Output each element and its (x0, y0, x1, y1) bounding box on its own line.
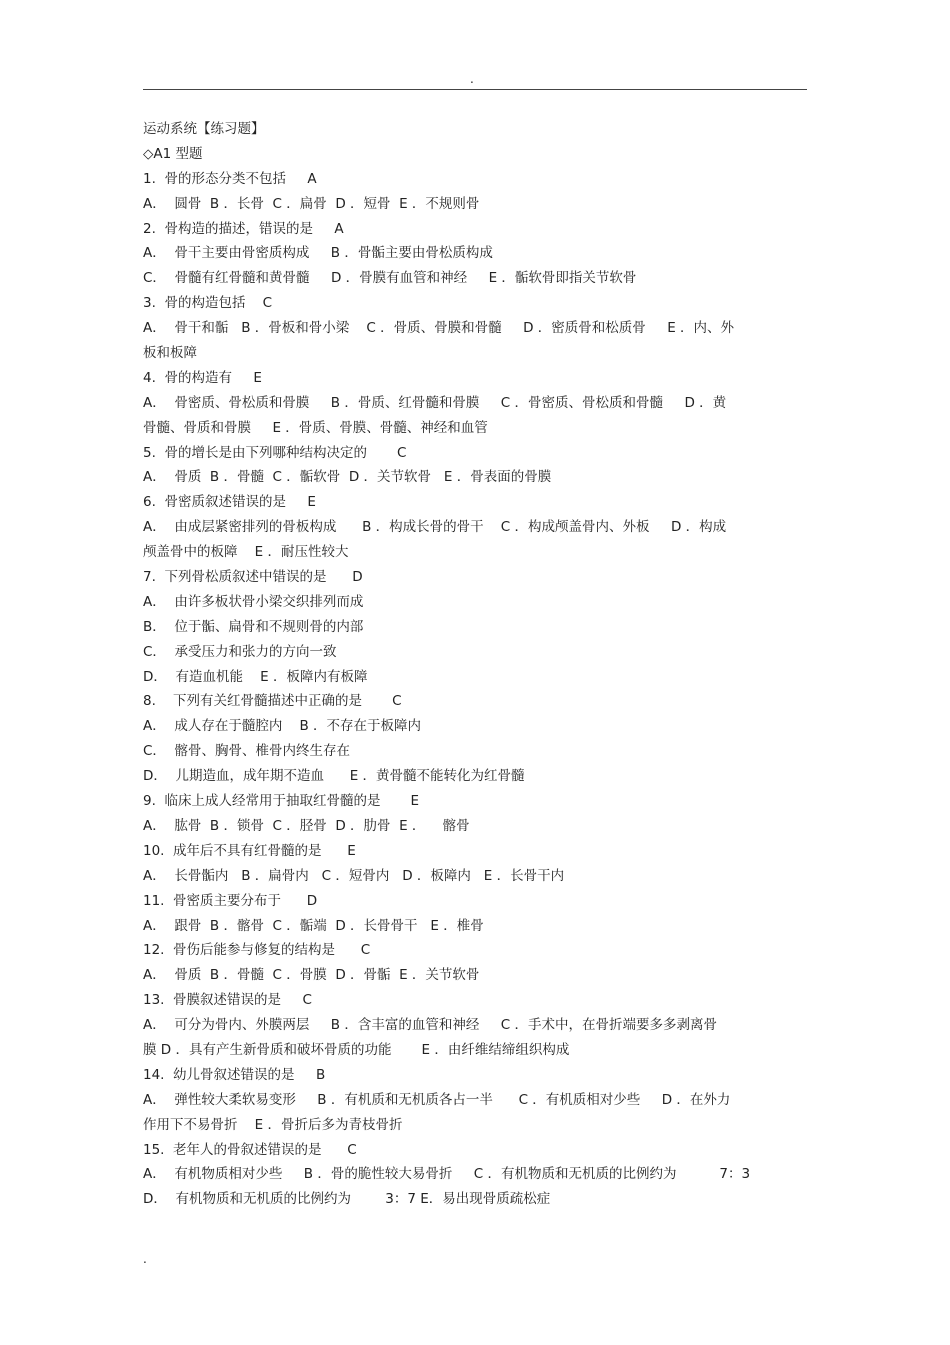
options-line: A． 弹性较大柔软易变形 B ．有机质和无机质各占一半 C ．有机质相对少些 D ．在外力 (143, 1091, 731, 1108)
options-line: B． 位于骺、扁骨和不规则骨的内部 (143, 618, 364, 635)
options-line: C． 髂骨、胸骨、椎骨内终生存在 (143, 743, 351, 760)
question-line: 3. 骨的构造包括 C (143, 295, 273, 312)
question-line: 6. 骨密质叙述错误的是 E (143, 494, 316, 511)
header-rule (143, 89, 807, 90)
header-mark: . (470, 72, 474, 86)
options-line: A． 骨干和骺 B ．骨板和骨小梁 C ．骨质、骨膜和骨髓 D ．密质骨和松质骨 E ．内、外 (143, 320, 735, 337)
question-line: 12. 骨伤后能参与修复的结构是 C (143, 942, 371, 959)
options-line: 作用下不易骨折 E ．骨折后多为青枝骨折 (143, 1116, 403, 1133)
document-body (143, 117, 813, 1212)
question-line: 1. 骨的形态分类不包括 A (143, 170, 317, 187)
question-line: 15. 老年人的骨叙述错误的是 C (143, 1141, 357, 1158)
question-line: 13. 骨膜叙述错误的是 C (143, 992, 312, 1009)
question-line: 2. 骨构造的描述，错误的是 A (143, 220, 344, 237)
footer-mark: . (143, 1252, 147, 1266)
question-line: 7. 下列骨松质叙述中错误的是 D (143, 569, 363, 586)
options-line: A． 骨质 B ．骨髓 C ．骺软骨 D ．关节软骨 E ．骨表面的骨膜 (143, 469, 552, 486)
question-line: 8. 下列有关红骨髓描述中正确的是 C (143, 693, 402, 710)
section-title: 运动系统【练习题】 (143, 121, 265, 137)
options-line: A． 由许多板状骨小梁交织排列而成 (143, 593, 364, 610)
options-line: 骨髓、骨质和骨膜 E ．骨质、骨膜、骨髓、神经和血管 (143, 419, 488, 436)
subsection-title: ◇A1 型题 (143, 145, 203, 162)
options-line: A． 长骨骺内 B ．扁骨内 C ．短骨内 D ．板障内 E ．长骨干内 (143, 867, 565, 884)
options-line: D． 有造血机能 E ．板障内有板障 (143, 668, 368, 685)
options-line: A． 成人存在于髓腔内 B ．不存在于板障内 (143, 718, 422, 735)
question-line: 4. 骨的构造有 E (143, 369, 262, 386)
options-line: 膜 D ．具有产生新骨质和破坏骨质的功能 E ．由纤维结缔组织构成 (143, 1041, 570, 1058)
question-line: 11. 骨密质主要分布于 D (143, 892, 318, 909)
options-line: D． 儿期造血，成年期不造血 E ．黄骨髓不能转化为红骨髓 (143, 768, 525, 785)
question-line: 10. 成年后不具有红骨髓的是 E (143, 842, 356, 859)
options-line: A． 有机物质相对少些 B ．骨的脆性较大易骨折 C ．有机物质和无机质的比例约为 7：3 (143, 1166, 751, 1183)
options-line: A． 可分为骨内、外膜两层 B ．含丰富的血管和神经 C ．手术中，在骨折端要多多剥离骨 (143, 1017, 717, 1034)
options-line: C． 骨髓有红骨髓和黄骨髓 D ．骨膜有血管和神经 E ．骺软骨即指关节软骨 (143, 270, 637, 287)
question-line: 9. 临床上成人经常用于抽取红骨髓的是 E (143, 793, 420, 810)
options-line: A． 由成层紧密排列的骨板构成 B ．构成长骨的骨干 C ．构成颅盖骨内、外板 D ．构成 (143, 519, 727, 536)
options-line: D． 有机物质和无机质的比例约为 3：7 E．易出现骨质疏松症 (143, 1191, 551, 1208)
options-line: C． 承受压力和张力的方向一致 (143, 643, 337, 660)
options-line: A． 骨质 B ．骨髓 C ．骨膜 D ．骨骺 E ．关节软骨 (143, 967, 480, 984)
options-line: A． 圆骨 B ．长骨 C ．扁骨 D ．短骨 E ．不规则骨 (143, 195, 480, 212)
options-line: A． 跟骨 B ．髂骨 C ．骺端 D ．长骨骨干 E ．椎骨 (143, 917, 484, 934)
options-line: 颅盖骨中的板障 E ．耐压性较大 (143, 544, 349, 561)
options-line: 板和板障 (143, 345, 197, 362)
options-line: A． 骨干主要由骨密质构成 B ．骨骺主要由骨松质构成 (143, 245, 493, 262)
question-line: 14. 幼儿骨叙述错误的是 B (143, 1066, 326, 1083)
options-line: A． 骨密质、骨松质和骨膜 B ．骨质、红骨髓和骨膜 C ．骨密质、骨松质和骨髓 D ．黄 (143, 394, 727, 411)
options-line: A． 肱骨 B ．锁骨 C ．胫骨 D ．肋骨 E ． 髂骨 (143, 817, 470, 834)
question-line: 5. 骨的增长是由下列哪种结构决定的 C (143, 444, 407, 461)
